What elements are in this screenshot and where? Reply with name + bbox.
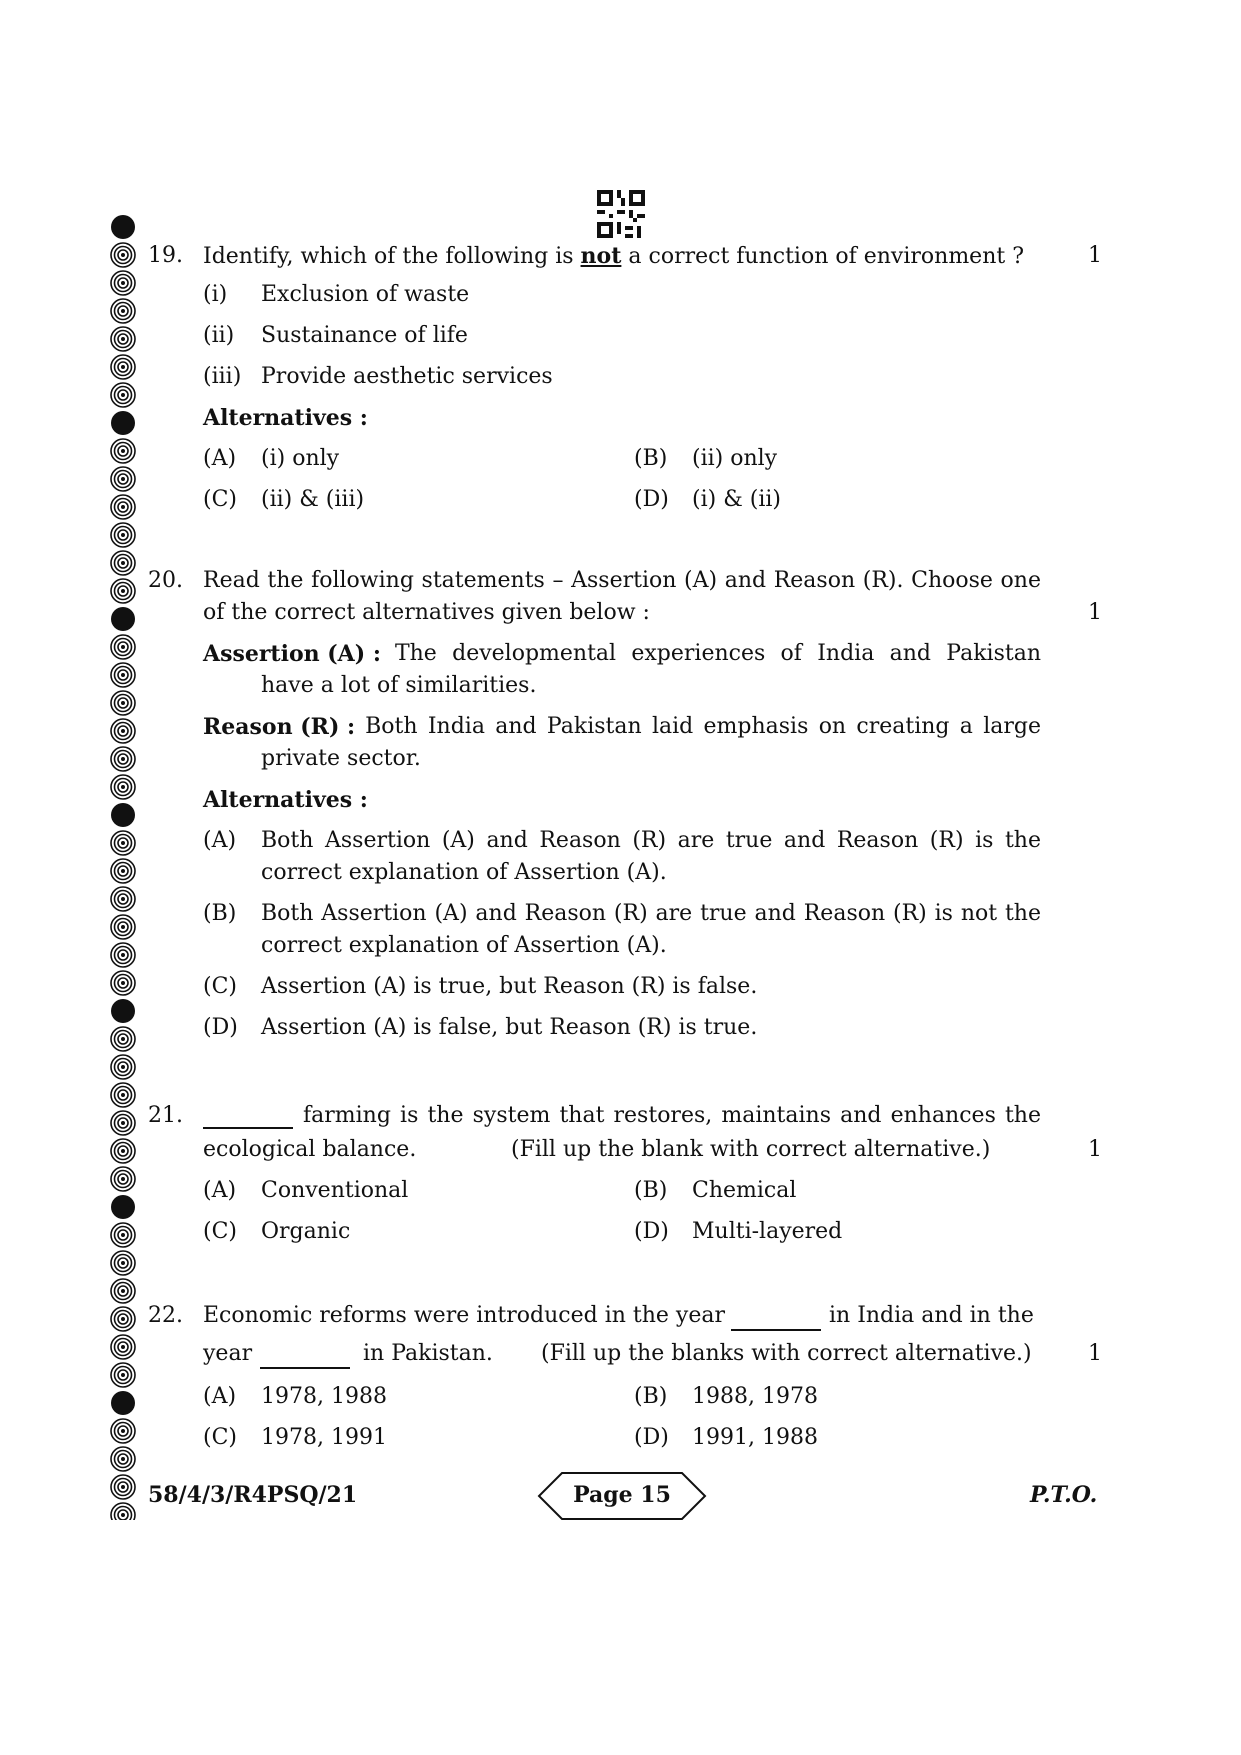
option-text: 1988, 1978 xyxy=(692,1384,818,1409)
question-19-text-before: Identify, which of the following is xyxy=(203,244,574,269)
border-circle-icon xyxy=(111,635,135,659)
reason-text-1: Both India and Pakistan laid emphasis on creating a large xyxy=(365,714,1041,739)
border-circle-icon xyxy=(111,887,135,911)
question-22-text-1a: Economic reforms were introduced in the year xyxy=(203,1303,725,1328)
please-turn-over: P.T.O. xyxy=(1030,1482,1098,1508)
border-circle-icon xyxy=(111,971,135,995)
border-circle-icon xyxy=(111,719,135,743)
border-circle-icon xyxy=(111,523,135,547)
reason-label: Reason (R) : xyxy=(203,714,356,740)
border-circle-icon xyxy=(111,1335,135,1359)
reason-text-2: private sector. xyxy=(261,746,421,771)
question-20-line-2: of the correct alternatives given below : xyxy=(203,600,650,625)
item-label: (iii) xyxy=(203,364,242,389)
paper-code: 58/4/3/R4PSQ/21 xyxy=(148,1482,358,1508)
option-text: 1978, 1991 xyxy=(261,1425,387,1450)
border-circle-icon xyxy=(111,1027,135,1051)
option-text-line-2: correct explanation of Assertion (A). xyxy=(261,860,667,885)
option-text: (ii) & (iii) xyxy=(261,487,365,512)
border-circle-icon xyxy=(111,1447,135,1471)
item-text: Exclusion of waste xyxy=(261,282,470,307)
border-circle-icon xyxy=(111,551,135,575)
question-19-number: 19. xyxy=(148,243,183,268)
question-19-text-after: a correct function of environment ? xyxy=(628,244,1025,269)
border-circle-icon xyxy=(111,1307,135,1331)
option-text: Organic xyxy=(261,1219,351,1244)
border-circle-icon xyxy=(111,1363,135,1387)
item-label: (i) xyxy=(203,282,228,307)
question-21-marks: 1 xyxy=(1088,1137,1102,1162)
fill-blank xyxy=(731,1305,821,1331)
option-text: (i) & (ii) xyxy=(692,487,782,512)
page-number: Page 15 xyxy=(573,1482,671,1508)
question-21-number: 21. xyxy=(148,1103,183,1128)
border-circle-icon xyxy=(111,607,135,631)
option-label: (D) xyxy=(634,487,669,512)
fill-blank xyxy=(203,1103,293,1129)
border-circle-icon xyxy=(111,831,135,855)
option-text: 1978, 1988 xyxy=(261,1384,387,1409)
border-circle-icon xyxy=(111,1055,135,1079)
option-label: (D) xyxy=(634,1219,669,1244)
question-22-text-1b: in India and in the xyxy=(829,1303,1034,1328)
option-text: (i) only xyxy=(261,446,340,471)
option-label: (C) xyxy=(203,1425,237,1450)
border-circle-icon xyxy=(111,1139,135,1163)
option-text: Conventional xyxy=(261,1178,409,1203)
option-label: (A) xyxy=(203,1178,237,1203)
border-circle-icon xyxy=(111,327,135,351)
border-circle-icon xyxy=(111,747,135,771)
border-circle-icon xyxy=(111,215,135,239)
border-circle-icon xyxy=(111,1223,135,1247)
border-circle-icon xyxy=(111,439,135,463)
question-21-instruction: (Fill up the blank with correct alternative.) xyxy=(511,1137,991,1162)
question-21-text-2a: ecological balance. xyxy=(203,1137,417,1162)
assertion-text-1: The developmental experiences of India and Pakistan xyxy=(394,641,1041,666)
border-circle-icon xyxy=(111,355,135,379)
option-text-line-1: Assertion (A) is false, but Reason (R) is true. xyxy=(261,1015,758,1040)
border-circle-icon xyxy=(111,243,135,267)
border-circle-icon xyxy=(111,467,135,491)
qr-code xyxy=(597,190,645,238)
option-text-line-1: Both Assertion (A) and Reason (R) are true and Reason (R) is the xyxy=(261,828,1041,853)
option-text: 1991, 1988 xyxy=(692,1425,818,1450)
border-circle-icon xyxy=(111,1391,135,1415)
question-22-instruction: (Fill up the blanks with correct alternative.) xyxy=(541,1341,1032,1366)
option-label: (C) xyxy=(203,974,237,999)
border-circle-icon xyxy=(111,691,135,715)
border-circle-icon xyxy=(111,495,135,519)
border-circle-icon xyxy=(111,859,135,883)
border-circle-icon xyxy=(111,383,135,407)
border-circle-icon xyxy=(111,663,135,687)
border-circle-icon xyxy=(111,579,135,603)
border-circle-icon xyxy=(111,775,135,799)
question-22-text-2a: year xyxy=(203,1341,253,1366)
assertion-label: Assertion (A) : xyxy=(203,641,381,667)
alternatives-heading: Alternatives : xyxy=(203,405,368,431)
assertion-text-2: have a lot of similarities. xyxy=(261,673,537,698)
alternatives-heading: Alternatives : xyxy=(203,787,368,813)
assertion-line-1 xyxy=(203,641,1041,667)
item-text: Sustainance of life xyxy=(261,323,468,348)
border-circle-icon xyxy=(111,1167,135,1191)
question-22-number: 22. xyxy=(148,1303,183,1328)
border-circle-icon xyxy=(111,1195,135,1219)
border-circle-icon xyxy=(111,1251,135,1275)
reason-line-1 xyxy=(203,714,1041,740)
question-21-line-1 xyxy=(203,1103,1041,1129)
border-circle-icon xyxy=(111,299,135,323)
border-circle-icon xyxy=(111,271,135,295)
option-label: (C) xyxy=(203,487,237,512)
option-label: (B) xyxy=(634,1178,668,1203)
option-text: Chemical xyxy=(692,1178,797,1203)
option-label: (B) xyxy=(634,446,668,471)
border-circle-icon xyxy=(111,1503,135,1520)
question-20-number: 20. xyxy=(148,568,183,593)
border-circle-icon xyxy=(111,411,135,435)
border-circle-icon xyxy=(111,915,135,939)
question-19-emphasis: not xyxy=(580,243,622,269)
border-circle-icon xyxy=(111,803,135,827)
option-label: (A) xyxy=(203,1384,237,1409)
option-label: (C) xyxy=(203,1219,237,1244)
option-label: (A) xyxy=(203,446,237,471)
option-text: (ii) only xyxy=(692,446,778,471)
question-21-text-1: farming is the system that restores, maintains and enhances the xyxy=(303,1103,1041,1128)
fill-blank xyxy=(260,1343,350,1369)
border-circle-icon xyxy=(111,1111,135,1135)
option-label: (A) xyxy=(203,828,237,853)
option-label: (D) xyxy=(634,1425,669,1450)
item-label: (ii) xyxy=(203,323,235,348)
border-circle-icon xyxy=(111,1083,135,1107)
border-circle-icon xyxy=(111,1279,135,1303)
option-text-line-2: correct explanation of Assertion (A). xyxy=(261,933,667,958)
border-circle-icon xyxy=(111,999,135,1023)
question-22-text-2b: in Pakistan. xyxy=(363,1341,493,1366)
question-20-marks: 1 xyxy=(1088,600,1102,625)
question-19-marks: 1 xyxy=(1088,243,1102,268)
border-circle-icon xyxy=(111,1475,135,1499)
question-22-marks: 1 xyxy=(1088,1341,1102,1366)
option-label: (B) xyxy=(634,1384,668,1409)
option-label: (B) xyxy=(203,901,237,926)
border-circle-icon xyxy=(111,943,135,967)
option-label: (D) xyxy=(203,1015,238,1040)
question-20-line-1: Read the following statements – Assertion (A) and Reason (R). Choose one xyxy=(203,568,1041,593)
border-circle-icon xyxy=(111,1419,135,1443)
option-text: Multi-layered xyxy=(692,1219,843,1244)
option-text-line-1: Assertion (A) is true, but Reason (R) is false. xyxy=(261,974,758,999)
item-text: Provide aesthetic services xyxy=(261,364,553,389)
question-19-text xyxy=(203,243,1024,269)
option-text-line-1: Both Assertion (A) and Reason (R) are true and Reason (R) is not the xyxy=(261,901,1041,926)
side-border-decoration xyxy=(108,214,138,1520)
